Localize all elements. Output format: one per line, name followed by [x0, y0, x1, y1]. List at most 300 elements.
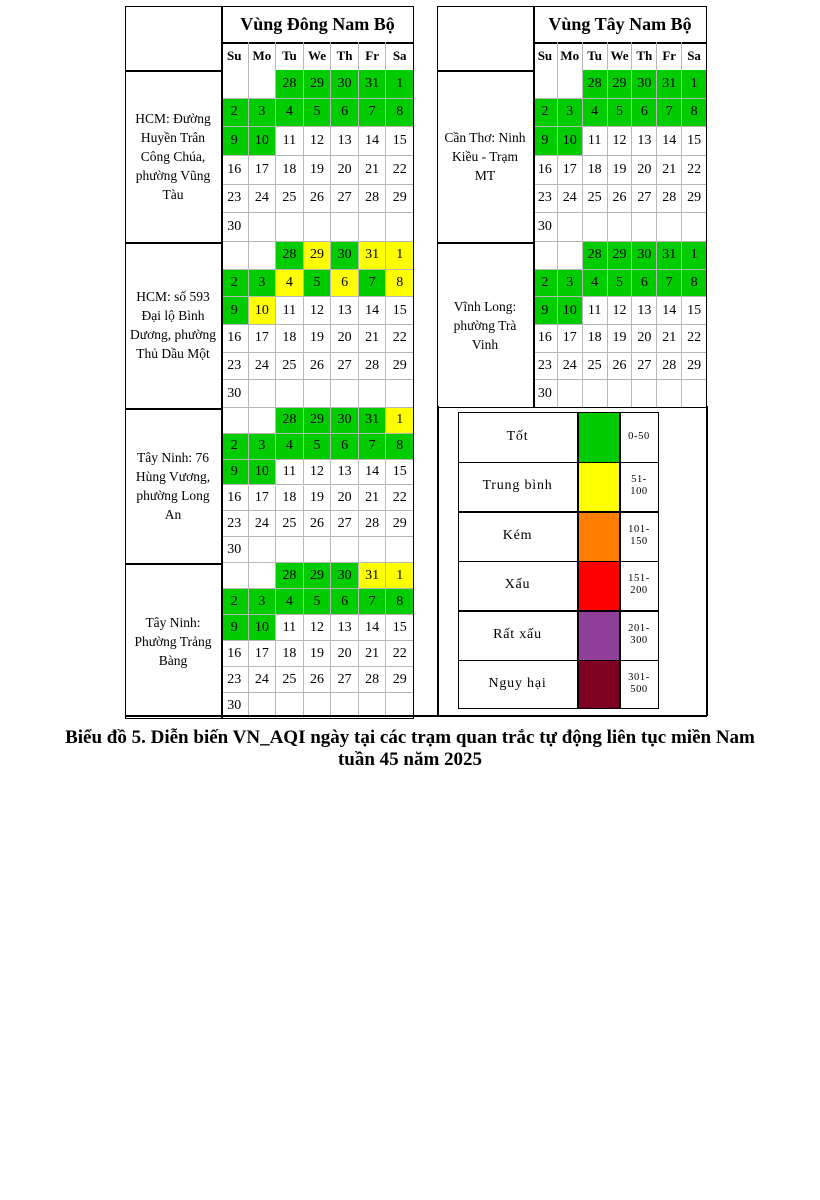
- day-cell: [533, 70, 558, 99]
- day-cell: 10: [249, 127, 277, 156]
- day-cell: 4: [276, 434, 304, 460]
- day-header-tu: Tu: [276, 42, 304, 70]
- day-cell: 21: [657, 156, 682, 185]
- day-cell: 1: [386, 242, 414, 270]
- day-cell: 5: [608, 99, 633, 128]
- day-cell: 1: [682, 70, 707, 99]
- day-cell: 4: [276, 99, 304, 128]
- day-cell: 8: [386, 434, 414, 460]
- day-cell: 20: [331, 325, 359, 353]
- day-cell: [682, 380, 707, 408]
- day-cell: 27: [632, 185, 657, 214]
- day-cell: 20: [331, 486, 359, 512]
- day-cell: 5: [304, 99, 332, 128]
- day-cell: [558, 380, 583, 408]
- day-cell: 18: [276, 641, 304, 667]
- day-cell: 18: [276, 486, 304, 512]
- day-cell: 12: [304, 615, 332, 641]
- day-cell: 9: [533, 127, 558, 156]
- legend-label: Kém: [502, 527, 533, 543]
- day-cell: 12: [304, 127, 332, 156]
- day-cell: 10: [558, 127, 583, 156]
- day-cell: 28: [359, 185, 387, 214]
- day-cell: 3: [249, 99, 277, 128]
- day-cell: 29: [608, 70, 633, 99]
- day-cell: 7: [359, 270, 387, 298]
- caption-line-2: tuần 45 năm 2025: [337, 749, 483, 770]
- day-cell: 3: [249, 434, 277, 460]
- day-cell: 25: [583, 353, 608, 381]
- legend-col-divider: [619, 412, 621, 709]
- day-cell: 28: [359, 353, 387, 381]
- day-cell: 12: [304, 460, 332, 486]
- day-cell: [632, 213, 657, 242]
- day-cell: 28: [276, 563, 304, 589]
- day-cell: 11: [276, 127, 304, 156]
- legend-range: 151- 200: [628, 573, 650, 597]
- legend-col-divider: [577, 412, 579, 709]
- legend-swatch: [577, 412, 619, 462]
- day-cell: 25: [583, 185, 608, 214]
- day-cell: 3: [249, 589, 277, 615]
- legend-row-divider: [458, 462, 659, 464]
- outer-bottom-border: [125, 715, 707, 717]
- day-cell: 26: [608, 353, 633, 381]
- day-cell: 15: [386, 615, 414, 641]
- day-cell: 7: [359, 589, 387, 615]
- day-cell: 9: [221, 615, 249, 641]
- day-cell: [608, 380, 633, 408]
- day-cell: [386, 380, 414, 408]
- legend-label: Trung bình: [482, 478, 553, 494]
- day-cell: 18: [276, 156, 304, 185]
- day-header-sa: Sa: [386, 42, 414, 70]
- day-cell: 19: [304, 486, 332, 512]
- day-cell: 10: [249, 297, 277, 325]
- day-cell: 30: [533, 213, 558, 242]
- day-cell: [608, 213, 633, 242]
- legend-label: Nguy hại: [488, 676, 547, 692]
- station-name: Tây Ninh: 76 Hùng Vương, phường Long An: [135, 449, 211, 522]
- day-cell: 18: [583, 325, 608, 353]
- day-cell: 30: [221, 537, 249, 563]
- day-cell: 16: [221, 486, 249, 512]
- day-cell: 15: [386, 460, 414, 486]
- day-cell: [249, 242, 277, 270]
- day-cell: 16: [533, 325, 558, 353]
- day-cell: [249, 537, 277, 563]
- day-cell: 8: [682, 99, 707, 128]
- day-cell: [558, 213, 583, 242]
- day-cell: 14: [359, 127, 387, 156]
- day-cell: 17: [558, 156, 583, 185]
- day-cell: 26: [304, 353, 332, 381]
- day-cell: 5: [304, 589, 332, 615]
- day-header-sa: Sa: [682, 42, 707, 70]
- day-cell: 14: [359, 460, 387, 486]
- day-cell: 12: [608, 127, 633, 156]
- day-cell: 28: [583, 70, 608, 99]
- day-cell: [221, 408, 249, 434]
- day-cell: [249, 563, 277, 589]
- legend-swatch: [577, 610, 619, 660]
- day-cell: 2: [533, 270, 558, 298]
- day-cell: 26: [304, 667, 332, 693]
- day-cell: 28: [276, 408, 304, 434]
- day-cell: 12: [304, 297, 332, 325]
- day-cell: 19: [304, 325, 332, 353]
- day-cell: 24: [249, 667, 277, 693]
- day-cell: 1: [682, 242, 707, 270]
- day-cell: 23: [533, 353, 558, 381]
- day-cell: 2: [533, 99, 558, 128]
- day-header-mo: Mo: [558, 42, 583, 70]
- day-cell: 28: [276, 70, 304, 99]
- day-cell: 14: [657, 297, 682, 325]
- legend-swatch: [577, 660, 619, 710]
- day-header-we: We: [304, 42, 332, 70]
- day-cell: 25: [276, 185, 304, 214]
- day-cell: 23: [533, 185, 558, 214]
- day-cell: 28: [657, 185, 682, 214]
- day-cell: 27: [331, 353, 359, 381]
- day-cell: 30: [331, 70, 359, 99]
- legend-range: 101- 150: [628, 523, 650, 547]
- day-cell: [331, 537, 359, 563]
- day-cell: 15: [386, 297, 414, 325]
- day-cell: 22: [682, 156, 707, 185]
- outer-mid-border: [437, 406, 439, 716]
- day-header-tu: Tu: [583, 42, 608, 70]
- day-cell: 22: [386, 156, 414, 185]
- day-cell: 29: [682, 353, 707, 381]
- day-cell: 21: [359, 641, 387, 667]
- day-cell: 11: [583, 127, 608, 156]
- day-cell: 4: [276, 270, 304, 298]
- day-cell: [331, 213, 359, 242]
- day-cell: [304, 380, 332, 408]
- legend-range: 201- 300: [628, 622, 650, 646]
- day-cell: 6: [331, 434, 359, 460]
- day-cell: [304, 213, 332, 242]
- day-cell: [583, 213, 608, 242]
- legend-row-divider: [458, 660, 659, 662]
- legend-label: Xấu: [504, 577, 531, 593]
- day-cell: 24: [249, 353, 277, 381]
- day-cell: 31: [657, 242, 682, 270]
- day-cell: [682, 213, 707, 242]
- day-cell: 9: [221, 127, 249, 156]
- station-name: HCM: số 593 Đại lộ Bình Dương, phường Thủ Dầu Một: [130, 289, 216, 361]
- day-cell: 22: [386, 641, 414, 667]
- legend-swatch: [577, 511, 619, 561]
- day-cell: [249, 380, 277, 408]
- day-cell: 22: [386, 325, 414, 353]
- day-cell: 28: [276, 242, 304, 270]
- day-cell: 19: [304, 156, 332, 185]
- day-cell: [221, 242, 249, 270]
- station-name: HCM: Đường Huyền Trân Công Chúa, phường Vũng Tàu: [135, 110, 211, 202]
- day-cell: 28: [583, 242, 608, 270]
- day-cell: 18: [583, 156, 608, 185]
- legend-label: Rất xấu: [493, 626, 542, 642]
- day-cell: 31: [359, 408, 387, 434]
- day-cell: 13: [632, 127, 657, 156]
- day-cell: [657, 380, 682, 408]
- day-cell: 8: [386, 270, 414, 298]
- day-header-fr: Fr: [657, 42, 682, 70]
- day-cell: 7: [359, 99, 387, 128]
- day-cell: 8: [682, 270, 707, 298]
- day-cell: [221, 70, 249, 99]
- legend-range: 301- 500: [628, 672, 650, 696]
- day-cell: 24: [249, 511, 277, 537]
- day-cell: 28: [359, 511, 387, 537]
- day-cell: 29: [608, 242, 633, 270]
- day-cell: 8: [386, 99, 414, 128]
- day-cell: 30: [221, 213, 249, 242]
- day-cell: 17: [249, 641, 277, 667]
- day-cell: 16: [221, 641, 249, 667]
- day-cell: 30: [331, 563, 359, 589]
- day-cell: 30: [221, 380, 249, 408]
- day-cell: [304, 537, 332, 563]
- day-cell: 30: [533, 380, 558, 408]
- day-cell: 4: [583, 99, 608, 128]
- day-cell: 29: [304, 408, 332, 434]
- day-cell: 3: [249, 270, 277, 298]
- day-cell: 6: [632, 99, 657, 128]
- day-cell: 5: [304, 434, 332, 460]
- day-cell: [249, 70, 277, 99]
- figure-caption: [0, 727, 820, 771]
- day-cell: 24: [249, 185, 277, 214]
- day-cell: 5: [608, 270, 633, 298]
- legend-swatch: [577, 561, 619, 611]
- day-cell: 16: [533, 156, 558, 185]
- day-cell: 30: [331, 242, 359, 270]
- day-cell: [249, 213, 277, 242]
- day-cell: 10: [558, 297, 583, 325]
- day-cell: [533, 242, 558, 270]
- day-cell: 3: [558, 270, 583, 298]
- day-cell: 28: [657, 353, 682, 381]
- day-cell: 17: [249, 156, 277, 185]
- day-cell: 27: [331, 511, 359, 537]
- day-cell: 11: [276, 460, 304, 486]
- day-cell: 16: [221, 325, 249, 353]
- day-cell: 31: [359, 70, 387, 99]
- day-cell: 27: [632, 353, 657, 381]
- day-cell: 9: [221, 460, 249, 486]
- day-cell: 10: [249, 460, 277, 486]
- legend-label: Tốt: [506, 428, 529, 444]
- day-cell: 30: [221, 693, 249, 719]
- day-cell: 13: [331, 615, 359, 641]
- day-cell: [276, 537, 304, 563]
- day-header-su: Su: [221, 42, 249, 70]
- day-cell: 13: [632, 297, 657, 325]
- day-cell: 29: [304, 563, 332, 589]
- day-cell: 29: [386, 185, 414, 214]
- day-header-th: Th: [632, 42, 657, 70]
- day-cell: 14: [359, 297, 387, 325]
- day-cell: 17: [249, 325, 277, 353]
- day-cell: 20: [331, 156, 359, 185]
- day-cell: [386, 537, 414, 563]
- day-cell: 27: [331, 667, 359, 693]
- day-cell: 21: [359, 486, 387, 512]
- day-cell: 2: [221, 589, 249, 615]
- legend-swatch: [577, 462, 619, 512]
- day-cell: [276, 380, 304, 408]
- day-cell: 24: [558, 185, 583, 214]
- day-cell: 19: [304, 641, 332, 667]
- day-cell: 29: [386, 511, 414, 537]
- day-cell: 24: [558, 353, 583, 381]
- day-cell: 29: [386, 667, 414, 693]
- day-cell: 25: [276, 511, 304, 537]
- day-cell: 6: [331, 270, 359, 298]
- day-cell: 9: [221, 297, 249, 325]
- day-cell: 13: [331, 127, 359, 156]
- day-cell: 4: [583, 270, 608, 298]
- day-cell: 13: [331, 297, 359, 325]
- day-cell: 20: [632, 156, 657, 185]
- day-cell: 2: [221, 270, 249, 298]
- day-cell: 29: [304, 70, 332, 99]
- day-cell: 2: [221, 434, 249, 460]
- day-cell: 23: [221, 511, 249, 537]
- day-cell: 22: [682, 325, 707, 353]
- day-cell: 29: [386, 353, 414, 381]
- day-cell: 1: [386, 408, 414, 434]
- day-cell: [558, 242, 583, 270]
- day-cell: [632, 380, 657, 408]
- day-cell: 20: [331, 641, 359, 667]
- legend-row-divider: [458, 561, 659, 563]
- day-cell: 17: [249, 486, 277, 512]
- day-cell: 14: [359, 615, 387, 641]
- day-cell: 22: [386, 486, 414, 512]
- day-cell: [276, 213, 304, 242]
- day-cell: 17: [558, 325, 583, 353]
- station-name: Tây Ninh: Phường Trảng Bàng: [134, 614, 212, 668]
- day-cell: 28: [359, 667, 387, 693]
- legend-row-divider: [458, 511, 659, 513]
- day-cell: 3: [558, 99, 583, 128]
- day-cell: 4: [276, 589, 304, 615]
- day-cell: 30: [331, 408, 359, 434]
- day-cell: 2: [221, 99, 249, 128]
- day-cell: 6: [331, 589, 359, 615]
- region-title: Vùng Tây Nam Bộ: [548, 13, 692, 34]
- day-cell: 14: [657, 127, 682, 156]
- day-cell: 15: [386, 127, 414, 156]
- day-cell: 13: [331, 460, 359, 486]
- day-cell: 15: [682, 297, 707, 325]
- day-cell: 31: [359, 242, 387, 270]
- day-cell: 23: [221, 667, 249, 693]
- day-cell: 23: [221, 185, 249, 214]
- day-cell: 30: [632, 242, 657, 270]
- day-cell: [249, 408, 277, 434]
- day-cell: 25: [276, 667, 304, 693]
- day-cell: 21: [359, 325, 387, 353]
- day-cell: [359, 213, 387, 242]
- legend-range: 0-50: [628, 430, 650, 442]
- day-cell: 30: [632, 70, 657, 99]
- day-cell: 26: [304, 185, 332, 214]
- day-cell: [657, 213, 682, 242]
- day-cell: 19: [608, 325, 633, 353]
- day-cell: 19: [608, 156, 633, 185]
- day-header-fr: Fr: [359, 42, 387, 70]
- day-header-mo: Mo: [249, 42, 277, 70]
- day-cell: [386, 213, 414, 242]
- day-cell: [583, 380, 608, 408]
- station-name: Vĩnh Long: phường Trà Vinh: [453, 298, 517, 352]
- day-header-th: Th: [331, 42, 359, 70]
- station-column-divider: [533, 6, 535, 408]
- day-cell: 25: [276, 353, 304, 381]
- day-cell: 7: [657, 270, 682, 298]
- day-cell: 9: [533, 297, 558, 325]
- day-cell: 5: [304, 270, 332, 298]
- day-cell: [359, 537, 387, 563]
- day-cell: 7: [359, 434, 387, 460]
- day-cell: 1: [386, 70, 414, 99]
- day-cell: [558, 70, 583, 99]
- region-title: Vùng Đông Nam Bộ: [240, 13, 395, 34]
- day-cell: 11: [583, 297, 608, 325]
- caption-line-1: Biểu đồ 5. Diễn biến VN_AQI ngày tại các trạm quan trắc tự động liên tục miền Nam: [65, 727, 755, 748]
- day-cell: 29: [682, 185, 707, 214]
- day-cell: 20: [632, 325, 657, 353]
- station-name: Cần Thơ: Ninh Kiều - Trạm MT: [444, 129, 526, 183]
- day-cell: 21: [657, 325, 682, 353]
- day-cell: 10: [249, 615, 277, 641]
- day-cell: 29: [304, 242, 332, 270]
- day-cell: 31: [657, 70, 682, 99]
- day-cell: 31: [359, 563, 387, 589]
- station-column-divider: [221, 6, 223, 719]
- day-cell: 23: [221, 353, 249, 381]
- day-cell: 7: [657, 99, 682, 128]
- day-cell: 6: [632, 270, 657, 298]
- day-cell: [331, 380, 359, 408]
- day-cell: 16: [221, 156, 249, 185]
- day-cell: [221, 563, 249, 589]
- day-cell: 11: [276, 297, 304, 325]
- day-cell: 26: [304, 511, 332, 537]
- day-header-we: We: [608, 42, 633, 70]
- legend-range: 51- 100: [630, 474, 648, 498]
- day-cell: 15: [682, 127, 707, 156]
- day-cell: 6: [331, 99, 359, 128]
- day-cell: 18: [276, 325, 304, 353]
- day-cell: [359, 380, 387, 408]
- day-cell: 1: [386, 563, 414, 589]
- legend-row-divider: [458, 610, 659, 612]
- day-cell: 26: [608, 185, 633, 214]
- day-cell: 21: [359, 156, 387, 185]
- outer-right-border: [706, 406, 708, 716]
- day-header-su: Su: [533, 42, 558, 70]
- day-cell: 12: [608, 297, 633, 325]
- day-cell: 27: [331, 185, 359, 214]
- day-cell: 11: [276, 615, 304, 641]
